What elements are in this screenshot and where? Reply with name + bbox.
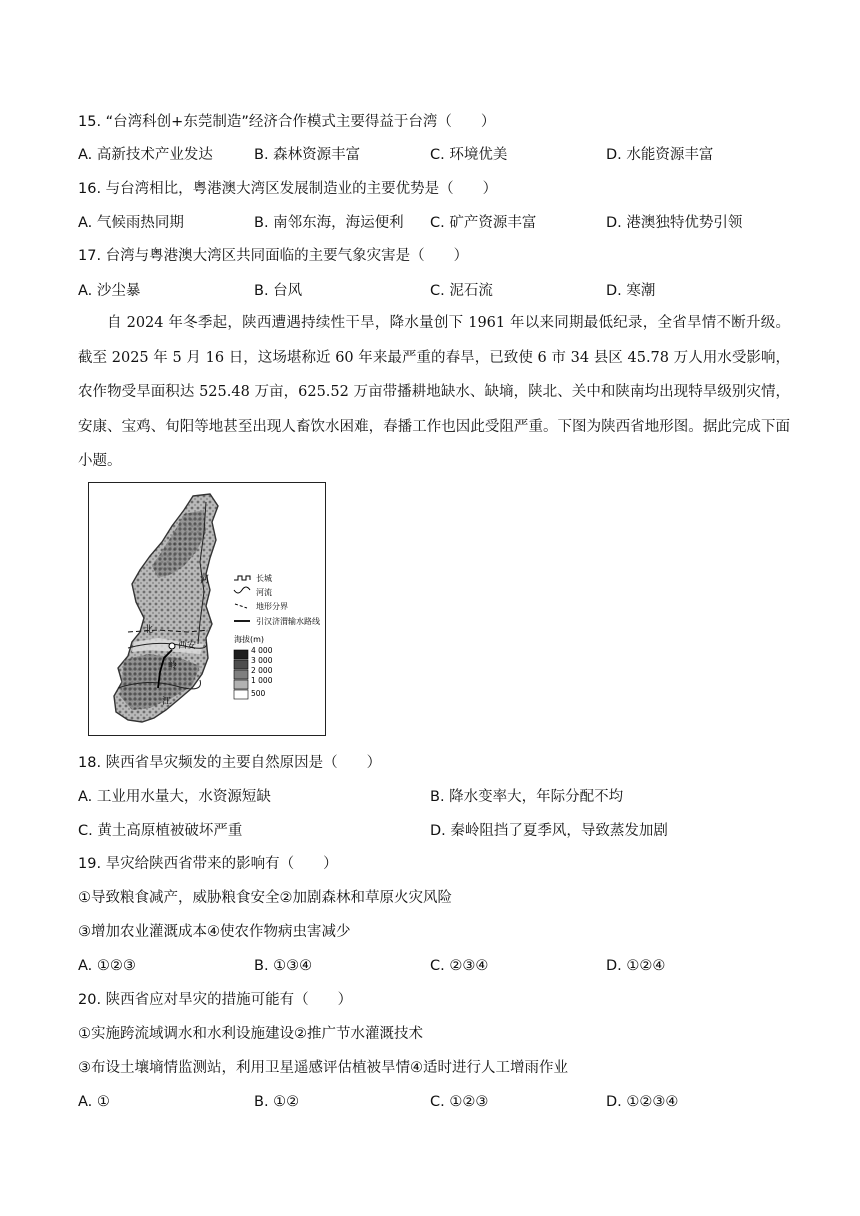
question-18-stem: 18. 陕西省旱灾频发的主要自然原因是（ ）: [78, 755, 382, 771]
q19-option-d: D. ①②④: [606, 958, 666, 974]
legend-river: 河流: [256, 588, 272, 597]
q19-option-a: A. ①②③: [78, 958, 136, 974]
q18-option-a: A. 工业用水量大，水资源短缺: [78, 789, 271, 805]
legend-level-2000: 2 000: [251, 666, 273, 675]
question-19-stem: 19. 旱灾给陕西省带来的影响有（ ）: [78, 856, 338, 872]
q17-option-d: D. 寒潮: [606, 283, 656, 299]
q19-option-c: C. ②③④: [430, 958, 489, 974]
q20-option-c: C. ①②③: [430, 1094, 489, 1110]
q16-option-d: D. 港澳独特优势引领: [606, 215, 743, 231]
legend-elevation-title: 海拔(m): [234, 635, 265, 644]
label-bei: 北: [144, 625, 154, 635]
q16-option-c: C. 矿产资源丰富: [430, 215, 537, 231]
q15-option-a: A. 高新技术产业发达: [78, 147, 213, 163]
q20-option-d: D. ①②③④: [606, 1094, 679, 1110]
q20-option-a: A. ①: [78, 1094, 110, 1110]
legend-level-1000: 1 000: [251, 676, 273, 685]
q17-option-c: C. 泥石流: [430, 283, 493, 299]
q15-option-d: D. 水能资源丰富: [606, 147, 714, 163]
legend-water-diversion: 引汉济渭输水路线: [256, 617, 320, 626]
q19-item-line-1: ①导致粮食减产，威胁粮食安全②加剧森林和草原火灾风险: [78, 890, 452, 906]
label-xian: 西安: [178, 641, 197, 651]
q15-option-b: B. 森林资源丰富: [254, 147, 361, 163]
q15-option-c: C. 环境优美: [430, 147, 508, 163]
legend-great-wall: 长城: [256, 574, 272, 583]
q20-option-b: B. ①②: [254, 1094, 300, 1110]
q18-option-d: D. 秦岭阻挡了夏季风，导致蒸发加剧: [430, 823, 668, 839]
q17-option-a: A. 沙尘暴: [78, 283, 141, 299]
q16-option-b: B. 南邻东海，海运便利: [254, 215, 404, 231]
label-ling: 岭: [168, 661, 178, 671]
q18-option-b: B. 降水变率大，年际分配不均: [430, 789, 624, 805]
label-he: 河: [200, 575, 210, 585]
legend-terrain-boundary: 地形分界: [256, 602, 288, 611]
q16-option-a: A. 气候雨热同期: [78, 215, 184, 231]
q19-option-b: B. ①③④: [254, 958, 313, 974]
q19-item-line-2: ③增加农业灌溉成本④使农作物病虫害减少: [78, 924, 351, 940]
q18-option-c: C. 黄土高原植被破坏严重: [78, 823, 243, 839]
q17-option-b: B. 台风: [254, 283, 303, 299]
question-20-stem: 20. 陕西省应对旱灾的措施可能有（ ）: [78, 992, 353, 1008]
question-15-stem: 15. “台湾科创+东莞制造”经济合作模式主要得益于台湾（ ）: [78, 114, 496, 130]
legend-level-4000: 4 000: [251, 646, 273, 655]
q20-item-line-1: ①实施跨流域调水和水利设施建设②推广节水灌溉技术: [78, 1026, 423, 1042]
question-17-stem: 17. 台湾与粤港澳大湾区共同面临的主要气象灾害是（ ）: [78, 248, 469, 264]
question-16-stem: 16. 与台湾相比，粤港澳大湾区发展制造业的主要优势是（ ）: [78, 181, 498, 197]
legend-level-3000: 3 000: [251, 656, 273, 665]
legend-level-500: 500: [251, 689, 266, 698]
q20-item-line-2: ③布设土壤墒情监测站，利用卫星遥感评估植被旱情④适时进行人工增雨作业: [78, 1060, 568, 1076]
label-jiang: 江: [162, 697, 172, 707]
reading-passage: 自 2024 年冬季起，陕西遭遇持续性干旱，降水量创下 1961 年以来同期最低纪录，全省旱情不断升级。截至 2025 年 5 月 16 日，这场堪称近 60 年来最严重的春旱，已致使 6 市 34 县区 45.78 万人用水受影响，农作物受旱面积达 525.48 万亩，625.52 万亩带播耕地缺水、缺墒，陕北、关中和陕南均出现特旱级别灾情，安康、宝鸡、旬阳等地甚至出现人畜饮水困难，春播工作也因此受阻严重。下图为陕西省地形图。据此完成下面小题。: [78, 315, 790, 469]
shaanxi-terrain-map: [88, 482, 326, 736]
